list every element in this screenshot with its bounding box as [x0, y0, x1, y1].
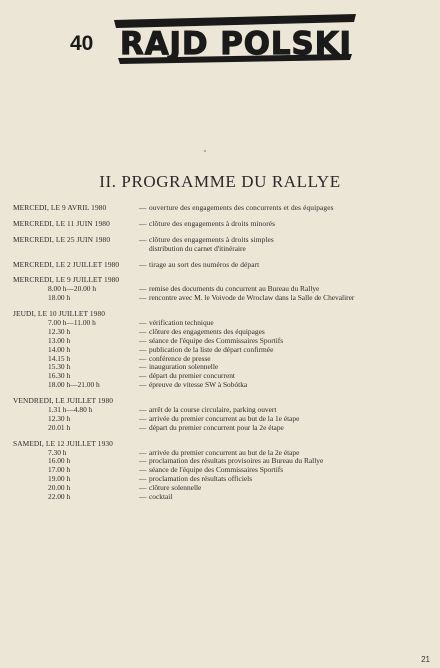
schedule-dash: — [139, 380, 147, 390]
schedule-time: 18.00 h—21.00 h [48, 380, 100, 390]
schedule-time: 22.00 h [48, 492, 71, 502]
schedule-description: ouverture des engagements des concurrents et des équipages [149, 203, 334, 212]
schedule-description: rencontre avec M. le Voivode de Wroclaw dans la Salle de Chevalirer [149, 293, 355, 303]
schedule-dash: — [139, 234, 147, 244]
schedule-dash: — [139, 335, 147, 345]
schedule-description: inauguration solennelle [149, 362, 219, 372]
schedule-description: cocktail [149, 492, 173, 502]
schedule-dash: — [139, 353, 147, 363]
schedule-dash: — [139, 362, 147, 372]
schedule-date: MERCREDI, LE 9 JUILLET 1980 [13, 275, 120, 285]
schedule-time: 16.30 h [48, 371, 71, 381]
schedule-dash: — [139, 371, 147, 381]
schedule-time: 20.00 h [48, 483, 71, 493]
schedule-entry-row [13, 424, 433, 433]
schedule-entry-row [13, 245, 433, 254]
schedule-description: épreuve de vitesse SW à Sobótka [149, 380, 248, 390]
schedule-time: 14.15 h [48, 353, 71, 363]
schedule-day-row [13, 261, 433, 270]
svg-text:RAJD POLSKI: RAJD POLSKI [120, 26, 352, 62]
schedule-dash: — [139, 203, 147, 212]
schedule-time: 7.00 h—11.00 h [48, 318, 96, 328]
schedule-description: publication de la liste de départ confirmée [149, 344, 274, 354]
schedule-dash: — [139, 474, 147, 484]
schedule-description: arrivée du premier concurrent au but de la 2e étape [149, 447, 300, 457]
schedule-time: 16.00 h [48, 456, 71, 466]
schedule-time: 18.00 h [48, 293, 71, 303]
schedule-entry-row [13, 484, 433, 493]
schedule-dash: — [139, 318, 147, 328]
schedule-dash: — [139, 492, 147, 502]
schedule-description: vérification technique [149, 318, 214, 328]
schedule-dash: — [139, 405, 147, 415]
schedule-dash: — [139, 259, 147, 269]
schedule-description: conférence de presse [149, 353, 211, 363]
schedule-date: MERCREDI, LE 11 JUIN 1980 [13, 218, 110, 228]
schedule-time: 1.31 h—4.80 h [48, 405, 93, 415]
schedule-dash: — [139, 218, 147, 228]
schedule-entry-row [13, 355, 433, 364]
schedule-description: départ du premier concurrent pour la 2e étape [149, 422, 284, 432]
programme-schedule [13, 204, 433, 502]
schedule-description: séance de l'équipe des Commissaires Sportifs [149, 465, 284, 475]
rajd-polski-logo [110, 10, 360, 72]
schedule-description: clôture solennelle [149, 483, 202, 493]
schedule-time: 13.00 h [48, 335, 71, 345]
schedule-time: 20.01 h [48, 422, 71, 432]
schedule-time: 8.00 h—20.00 h [48, 284, 97, 294]
header-page-number: 40 [70, 32, 94, 55]
footer-page-number: 21 [421, 655, 430, 664]
schedule-dash: — [139, 326, 147, 336]
schedule-description: clôture des engagements à droits minorés [149, 218, 276, 228]
schedule-dash: — [139, 422, 147, 432]
schedule-entry-row [13, 294, 433, 303]
schedule-dash: — [139, 293, 147, 303]
schedule-time: 17.00 h [48, 465, 71, 475]
schedule-day-row [13, 220, 433, 229]
page-header [58, 10, 378, 72]
schedule-description: clôture des engagements des équipages [149, 326, 265, 336]
schedule-date: VENDREDI, LE JUILLET 1980 [13, 396, 114, 406]
schedule-dash: — [139, 447, 147, 457]
schedule-description: distribution du carnet d'itinéraire [149, 243, 246, 253]
schedule-entry-row [13, 493, 433, 502]
schedule-description: arrêt de la course circulaire, parking ouvert [149, 405, 277, 415]
schedule-description: proclamation des résultats provisoires au Bureau du Rallye [149, 456, 324, 466]
schedule-dash: — [139, 413, 147, 423]
schedule-time: 12.30 h [48, 413, 71, 423]
schedule-time: 19.00 h [48, 474, 71, 484]
schedule-description: tirage au sort des numéros de départ [149, 259, 260, 269]
schedule-date: MERCREDI, LE 2 JUILLET 1980 [13, 259, 120, 269]
schedule-time: 12.30 h [48, 326, 71, 336]
schedule-date: MERCEDI, LE 9 AVRIL 1980 [13, 203, 107, 212]
schedule-description: départ du premier concurrent [149, 371, 235, 381]
schedule-description: remise des documents du concurrent au Bureau du Rallye [149, 284, 320, 294]
schedule-time: 14.00 h [48, 344, 71, 354]
schedule-date: MERCREDI, LE 25 JUIN 1980 [13, 234, 111, 244]
schedule-time: 7.30 h [48, 447, 67, 457]
schedule-dash: — [139, 456, 147, 466]
schedule-time: 15.30 h [48, 362, 71, 372]
schedule-description: séance de l'équipe des Commissaires Sportifs [149, 335, 284, 345]
section-title: II. PROGRAMME DU RALLYE [99, 172, 341, 191]
schedule-date: SAMEDI, LE 12 JUILLET 1930 [13, 438, 113, 448]
schedule-entry-row [13, 346, 433, 355]
schedule-description: clôture des engagements à droits simples [149, 234, 274, 244]
schedule-entry-row [13, 475, 433, 484]
schedule-dash: — [139, 483, 147, 493]
schedule-dash: — [139, 465, 147, 475]
schedule-dash: — [139, 344, 147, 354]
schedule-description: proclamation des résultats officiels [149, 474, 253, 484]
schedule-day-row [13, 204, 433, 213]
schedule-description: arrivée du premier concurrent au but de la 1e étape [149, 413, 300, 423]
schedule-entry-row [13, 381, 433, 390]
schedule-dash: — [139, 284, 147, 294]
schedule-date: JEUDI, LE 10 JUILLET 1980 [13, 309, 106, 319]
speck [204, 150, 206, 152]
